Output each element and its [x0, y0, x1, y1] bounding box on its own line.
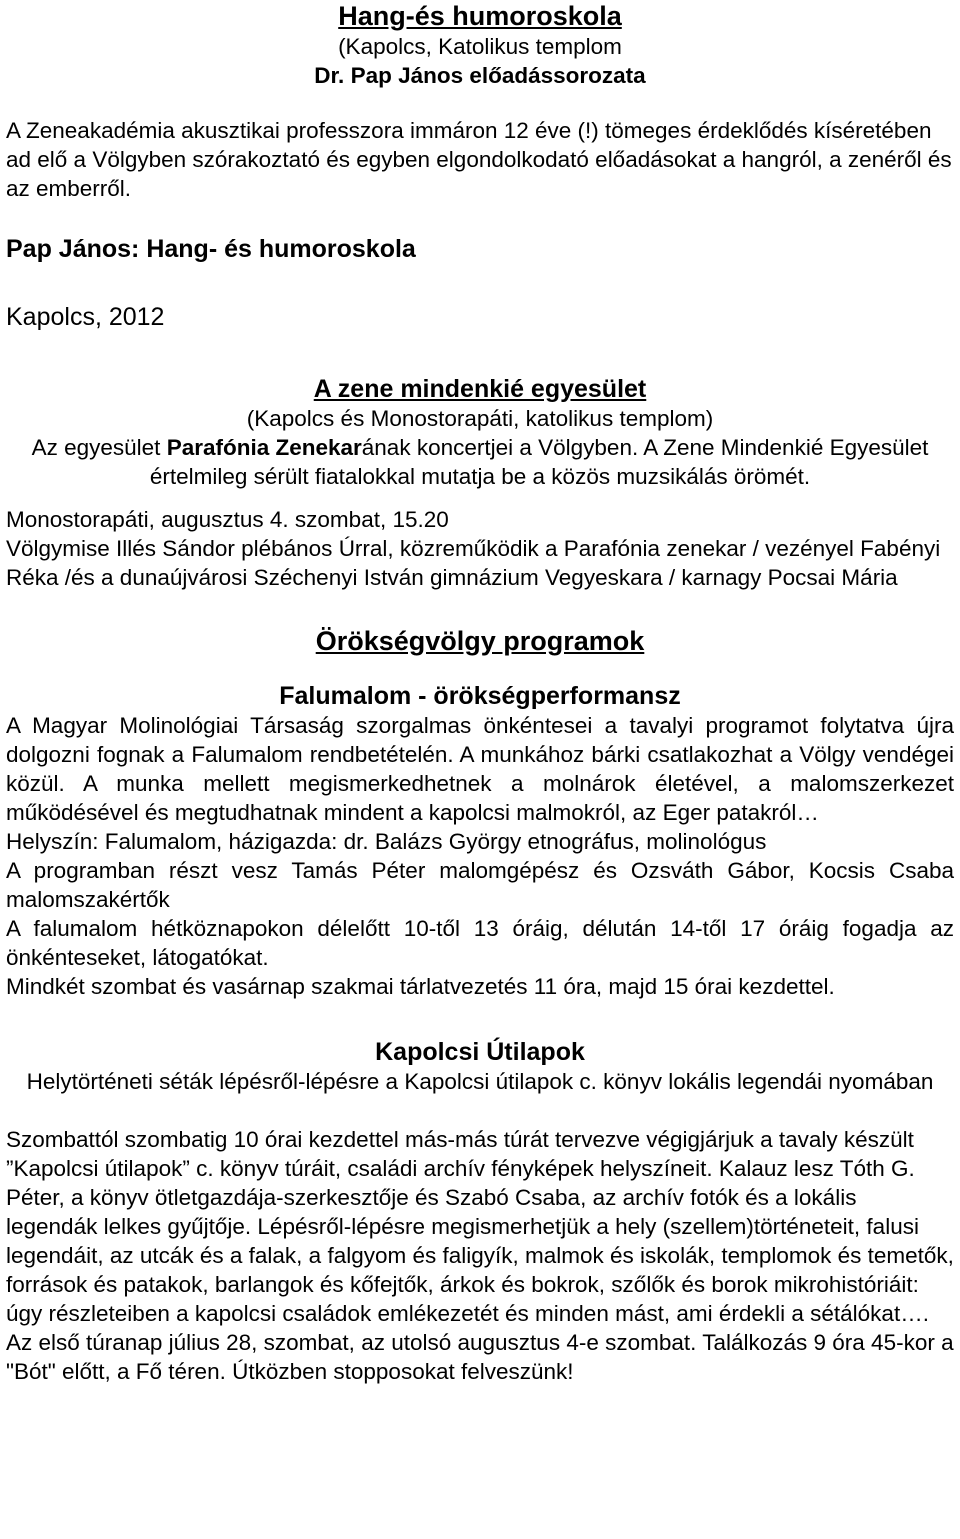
intro-paragraph: A Zeneakadémia akusztikai professzora immáron 12 éve (!) tömeges érdeklődés kíséretében ad elő a Völgyben szórakoztató és egyben elgondolkodató előadásokat a hangról, a zenéről és az emberről.: [6, 118, 952, 201]
header-block: [6, 0, 954, 91]
zene-mass-description: Völgymise Illés Sándor plébános Úrral, közreműködik a Parafónia zenekar / vezényel Fabényi Réka /és a dunaújvárosi Széchenyi István gimnázium Vegyeskara / karnagy Pocsai Mária: [6, 536, 941, 590]
header-series: Dr. Pap János előadássorozata: [314, 63, 646, 88]
utilapok-body: Szombattól szombatig 10 órai kezdettel más-más túrát tervezve végigjárjuk a tavaly készült ”Kapolcsi útilapok” c. könyv túráit, családi archív fényképek helyszíneit. Kalauz lesz Tóth G. Péter, a könyv ötletgazdája-szerkesztője és Szabó Csaba, az archív fotók és a lokális legendák lelkes gyűjtője. Lépésről-lépésre megismerhetjük a hely (szellem)történeteit, falusi legendáit, az utcák és a falak, a falgyom és faligyík, malmok és iskolák, templomok és temetők, források és patakok, barlangok és kőfejtők, árkok és bokrok, szőlők és borok mikrohistóriáit: úgy részleteiben a kapolcsi családok emlékezetét és minden mást, ami érdekli a sétálókat…. Az első túranap július 28, szombat, az utolsó augusztus 4-e szombat. Találkozás 9 óra 45-kor a "Bót" előtt, a Fő téren. Útközben stopposokat felveszünk!: [6, 1127, 954, 1384]
zene-title: A zene mindenkié egyesület: [313, 375, 647, 403]
zene-line-pre: Az egyesület: [31, 435, 167, 460]
header-location: (Kapolcs, Katolikus templom: [338, 34, 622, 59]
zene-orchestra-name: Parafónia Zenekar: [166, 435, 362, 460]
falumalom-venue: Helyszín: Falumalom, házigazda: dr. Balázs György etnográfus, molinológus: [6, 829, 767, 854]
page-title: Hang-és humoroskola: [338, 1, 622, 31]
falumalom-title: Falumalom - örökségperformansz: [279, 682, 681, 710]
utilapok-subtitle: Helytörténeti séták lépésről-lépésre a Kapolcsi útilapok c. könyv lokális legendái nyomában: [26, 1069, 934, 1094]
zene-line-post: ának koncertjei a Völgyben. A Zene Mindenkié Egyesület értelmileg sérült fiatalokkal mutatja be a közös muzsikálás örömét.: [149, 435, 929, 489]
falumalom-participants: A programban részt vesz Tamás Péter malomgépész és Ozsváth Gábor, Kocsis Csaba malomszakértők: [6, 858, 954, 912]
zene-location: (Kapolcs és Monostorapáti, katolikus templom): [246, 406, 714, 431]
falumalom-paragraph: A Magyar Molinológiai Társaság szorgalmas önkéntesei a tavalyi programot folytatva újra dolgozni fognak a Falumalom rendbetételén. A munkához bárki csatlakozhat a Völgy vendégei közül. A munka mellett megismerkedhetnek a molnárok életével, a malomszerkezet működésével és megtudhatnak mindent a kapolcsi malmokról, az Eger patakról…: [6, 713, 954, 825]
orokseg-title: Örökségvölgy programok: [315, 626, 645, 656]
utilapok-title: Kapolcsi Útilapok: [375, 1038, 585, 1066]
zene-section: [6, 374, 954, 491]
falumalom-hours: A falumalom hétköznapokon délelőtt 10-től 13 óráig, délután 14-től 17 óráig fogadja az önkénteseket, látogatókat.: [6, 916, 954, 970]
pap-title: Pap János: Hang- és humoroskola: [6, 235, 416, 263]
pap-place-year: Kapolcs, 2012: [6, 303, 165, 331]
zene-description: [6, 433, 954, 491]
zene-date: Monostorapáti, augusztus 4. szombat, 15.20: [6, 507, 449, 532]
falumalom-weekend: Mindkét szombat és vasárnap szakmai tárlatvezetés 11 óra, majd 15 órai kezdettel.: [6, 974, 835, 999]
